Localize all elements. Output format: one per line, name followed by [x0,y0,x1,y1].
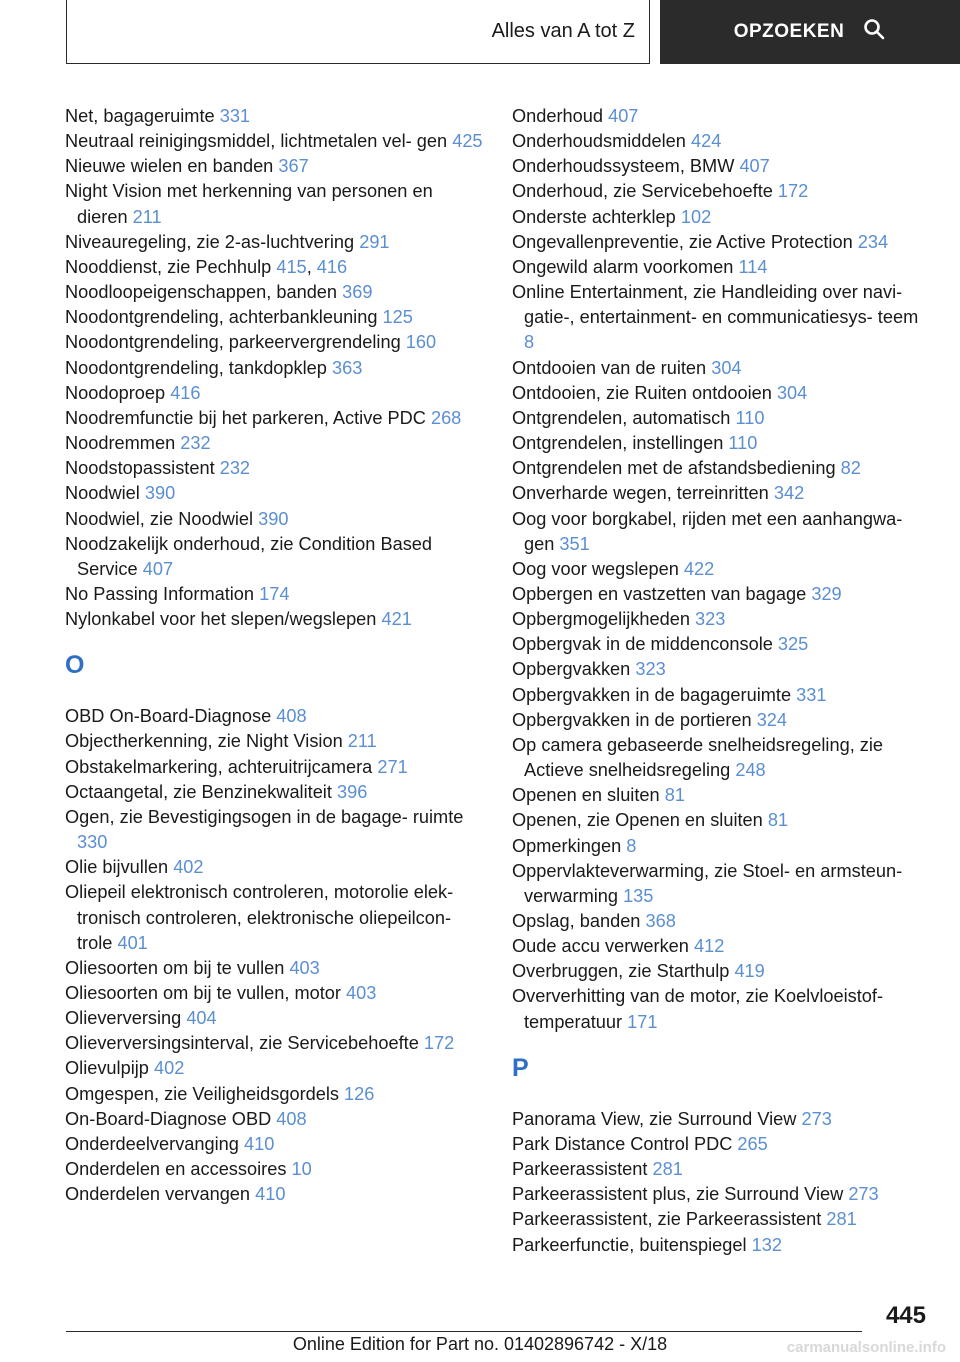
index-entry-text: Oog voor borgkabel, rijden met een aanhangwa- gen [512,508,903,554]
section-tab[interactable] [66,0,650,64]
index-entry [512,683,932,708]
index-entry-text: Olie bijvullen [65,857,169,878]
page-link[interactable]: 410 [255,1184,286,1205]
index-entry [512,632,932,657]
index-entry [512,934,932,959]
index-entry-text: Opmerkingen [512,835,622,856]
index-entry-text: Overbruggen, zie Starthulp [512,961,730,982]
index-entry-text: Opbergvakken in de portieren [512,709,752,730]
index-entry-text: Parkeerassistent, zie Parkeerassistent [512,1209,822,1230]
index-entry-text: Olieverversingsinterval, zie Servicebehoefte [65,1033,419,1054]
index-entry [65,481,485,506]
index-entry [65,1157,485,1182]
index-entry [65,381,485,406]
page-link[interactable]: 421 [381,609,412,630]
index-column-right [512,104,932,1258]
page-link[interactable]: 323 [635,659,666,680]
page-link[interactable]: 281 [652,1159,683,1180]
index-entry-text: Ontdooien, zie Ruiten ontdooien [512,382,772,403]
index-entry [65,356,485,381]
page-link[interactable]: 160 [405,332,437,353]
page-link[interactable]: 132 [751,1234,782,1255]
page-link[interactable]: 174 [259,583,290,604]
page-link[interactable]: 424 [690,131,722,152]
page-link[interactable]: 331 [796,684,827,705]
index-entry [65,230,485,255]
index-entry [512,834,932,859]
index-entry-text: Ontgrendelen met de afstandsbediening [512,458,836,479]
page-link[interactable]: 323 [695,609,726,630]
index-entry-text: Ongevallenpreventie, zie Active Protection [512,231,853,252]
index-entry-text: Onderdelen en accessoires [65,1159,287,1180]
index-entry-text: Noodoproep [65,382,166,403]
index-entry-text: Op camera gebaseerde snelheidsregeling, zie Actieve snelheidsregeling [512,734,884,781]
page-link[interactable]: 268 [430,407,462,428]
index-entry-text: Onverharde wegen, terreinritten [512,483,769,504]
index-entry [512,481,932,506]
index-entry-text: Openen en sluiten [512,785,660,806]
page-link[interactable]: 325 [777,634,809,655]
page-link[interactable]: 407 [739,156,770,177]
index-entry-text: Online Entertainment, zie Handleiding over navi- gatie-, entertainment- en communicatiesys- teem [512,282,919,328]
index-entry-text: Noodontgrendeling, achterbankleuning [65,307,378,328]
page-link[interactable]: 304 [776,382,808,403]
index-entry [512,984,932,1034]
page-link[interactable]: 324 [756,709,788,730]
page-link[interactable]: 419 [734,961,765,982]
index-entry-text: OBD On-Board-Diagnose [65,706,272,727]
index-entry [512,859,932,909]
page-link[interactable]: 211 [132,206,162,227]
index-entry-text: Parkeerassistent plus, zie Surround View [512,1184,844,1205]
index-entry [512,783,932,808]
page-link[interactable]: 273 [848,1184,879,1205]
index-entry-text: Oog voor wegslepen [512,558,679,579]
index-entry [512,1132,932,1157]
index-entry-text: Onderdelen vervangen [65,1184,251,1205]
index-entry-text: Onderdeelvervanging [65,1133,239,1154]
footer-divider [66,1331,862,1332]
index-entry [65,729,485,754]
page-link[interactable]: 415 [276,256,307,277]
page-link[interactable]: 135 [623,885,654,906]
index-entry-text: Night Vision met herkenning van personen en dieren [65,181,433,227]
page-link[interactable]: 172 [423,1033,455,1054]
page-link[interactable]: 403 [289,957,320,978]
page-link[interactable]: 271 [377,756,408,777]
index-entry [65,305,485,330]
index-entry [65,805,485,855]
search-button[interactable] [660,0,960,64]
page-link[interactable]: 425 [452,131,483,152]
index-entry [65,880,485,955]
index-entry-text: Openen, zie Openen en sluiten [512,810,763,831]
index-entry [512,1233,932,1258]
index-entry [65,255,485,280]
index-entry-text: Opbergvakken [512,659,631,680]
index-entry-text: Opbergvakken in de bagageruimte [512,684,792,705]
index-entry [512,154,932,179]
index-entry-text: Obstakelmarkering, achteruitrijcamera [65,756,373,777]
index-entry [65,330,485,355]
index-entry-text: Octaangetal, zie Benzinekwaliteit [65,781,332,802]
index-entry-text: Noodstopassistent [65,458,215,479]
index-entry [512,431,932,456]
page-link[interactable]: 367 [278,156,309,177]
page-separator: , [306,256,317,277]
page-number: 445 [885,1302,926,1329]
index-entry-text: Ontdooien van de ruiten [512,357,707,378]
page-link[interactable]: 331 [219,106,251,126]
index-entry [65,104,485,129]
index-entry [512,507,932,557]
page-link[interactable]: 102 [680,206,712,227]
index-entry-text: Opbergmogelijkheden [512,609,690,630]
index-entry [65,456,485,481]
page-link[interactable]: 408 [276,706,307,727]
index-entry [512,708,932,733]
page-link[interactable]: 211 [347,731,377,752]
index-entry [512,356,932,381]
index-entry-text: Noodremmen [65,433,176,454]
index-entry-text: Oliesoorten om bij te vullen, motor [65,983,341,1003]
index-entry-text: Net, bagageruimte [65,106,215,126]
page-link[interactable]: 8 [524,332,535,353]
index-entry [65,154,485,179]
index-entry-text: Ogen, zie Bevestigingsogen in de bagage- ruimte [65,806,464,827]
index-entry [65,704,485,729]
page-link[interactable]: 265 [737,1133,768,1154]
index-entry-text: Onderhoudssysteem, BMW [512,156,735,177]
index-entry [65,855,485,880]
index-entry-text: Onderste achterklep [512,206,676,227]
index-entry [512,557,932,582]
index-entry-text: Noodontgrendeling, tankdopklep [65,357,327,378]
page-link[interactable]: 248 [735,760,766,781]
index-entry [512,1157,932,1182]
index-entry [512,607,932,632]
index-entry-text: Onderhoud, zie Servicebehoefte [512,181,773,202]
page-link[interactable]: 8 [626,835,637,856]
index-entry-text: Olieverversing [65,1008,182,1029]
page-link[interactable]: 407 [142,558,174,579]
index-entry-text: Opbergen en vastzetten van bagage [512,583,807,604]
page-link[interactable]: 416 [170,382,201,403]
page-link[interactable]: 330 [77,832,108,853]
page-link[interactable]: 390 [144,483,176,504]
watermark: carmanualsonline.info [786,1339,946,1356]
index-entry-text: On-Board-Diagnose OBD [65,1108,272,1129]
index-entry-text: Oliepeil elektronisch controleren, motorolie elek- tronisch controleren, elektronische oliepeilcon- trole [65,882,454,953]
index-entry [65,607,485,632]
index-entry [512,1107,932,1132]
page-link[interactable]: 81 [767,810,789,831]
page-link[interactable]: 408 [276,1108,307,1129]
index-entry-text: Ontgrendelen, automatisch [512,407,731,428]
index-entry [65,582,485,607]
index-entry [512,255,932,280]
index-entry [512,456,932,481]
page-link[interactable]: 172 [777,181,809,202]
index-entry-text: Park Distance Control PDC [512,1133,733,1154]
index-entry [512,205,932,230]
index-entry-text: Neutraal reinigingsmiddel, lichtmetalen vel- gen [65,131,448,152]
index-entry [65,129,485,154]
search-button-label: OPZOEKEN [733,21,845,42]
index-entry-text: Noodontgrendeling, parkeervergrendeling [65,332,401,353]
index-entry [512,909,932,934]
page-link[interactable]: 329 [811,583,842,604]
magnifier-icon [862,17,886,47]
index-entry-text: Noodzakelijk onderhoud, zie Condition Based Service [65,533,433,579]
page-link[interactable]: 412 [693,936,725,957]
page-link[interactable]: 407 [608,106,639,126]
index-letter-heading: P [512,1053,529,1082]
index-entry [65,179,485,229]
index-entry-text: Onderhoudsmiddelen [512,131,686,152]
page-link[interactable]: 410 [243,1133,275,1154]
index-entry [65,280,485,305]
index-entry-text: Objectherkenning, zie Night Vision [65,731,343,752]
index-entry-text: Oliesoorten om bij te vullen [65,957,285,978]
page-link[interactable]: 110 [728,433,758,454]
index-entry [512,1207,932,1232]
index-entry [65,1182,485,1207]
page-link[interactable]: 281 [826,1209,857,1230]
index-entry-text: Opbergvak in de middenconsole [512,634,773,655]
index-entry-text: Onderhoud [512,106,604,126]
page-link[interactable]: 291 [359,231,390,252]
index-entry-text: Ongewild alarm voorkomen [512,256,734,277]
page-link[interactable]: 402 [153,1058,185,1079]
page-link[interactable]: 304 [711,357,742,378]
page-link[interactable]: 401 [117,932,148,953]
page-link[interactable]: 342 [773,483,805,504]
index-entry [65,532,485,582]
index-entry [512,179,932,204]
page-link[interactable]: 396 [336,781,368,802]
index-entry-text: Olievulpijp [65,1058,149,1079]
page-link[interactable]: 403 [346,983,377,1003]
index-entry-text: Niveauregeling, zie 2-as-luchtvering [65,231,355,252]
index-entry [65,431,485,456]
page-link[interactable]: 232 [180,433,211,454]
index-entry-text: Oude accu verwerken [512,936,689,957]
index-entry [65,956,485,981]
page-link[interactable]: 82 [840,458,861,479]
page-link[interactable]: 125 [382,307,413,328]
page-header [66,0,960,64]
page-link[interactable]: 351 [559,533,590,554]
page-link[interactable]: 232 [219,458,251,479]
index-entry [65,406,485,431]
page-link[interactable]: 273 [801,1108,832,1129]
section-tab-label: Alles van A tot Z [491,20,635,42]
index-entry [65,1006,485,1031]
index-entry [512,959,932,984]
index-entry-text: Nooddienst, zie Pechhulp [65,256,272,277]
page-link[interactable]: 110 [735,407,765,428]
index-entry [512,657,932,682]
index-entry [512,280,932,355]
index-entry [512,406,932,431]
index-entry [65,1056,485,1081]
index-entry-text: Nieuwe wielen en banden [65,156,274,177]
index-entry-text: No Passing Information [65,583,255,604]
index-letter-heading: O [65,651,85,680]
index-entry [65,780,485,805]
index-entry [65,1031,485,1056]
index-entry-text: Ontgrendelen, instellingen [512,433,724,454]
page-link[interactable]: 10 [291,1159,312,1180]
index-entry-text: Omgespen, zie Veiligheidsgordels [65,1083,339,1104]
index-entry-text: Parkeerassistent [512,1159,648,1180]
page-link[interactable]: 368 [645,911,676,931]
index-entry-text: Noodwiel, zie Noodwiel [65,508,254,529]
index-entry [65,755,485,780]
page-link[interactable]: 422 [683,558,715,579]
index-entry-text: Nylonkabel voor het slepen/wegslepen [65,609,377,630]
page-link[interactable]: 402 [173,857,204,878]
footer-edition: Online Edition for Part no. 01402896742 - X/18 [292,1334,668,1354]
index-entry [65,507,485,532]
page-link[interactable]: 114 [738,256,768,277]
index-entry-text: Parkeerfunctie, buitenspiegel [512,1234,747,1255]
index-entry [512,1182,932,1207]
index-entry [65,1107,485,1132]
page-link[interactable]: 126 [344,1083,375,1104]
page-link[interactable]: 390 [258,508,289,529]
page-link[interactable]: 363 [331,357,363,378]
index-entry-text: Noodwiel [65,483,140,504]
index-entry-text: Noodremfunctie bij het parkeren, Active PDC [65,407,426,428]
index-entry-text: Opslag, banden [512,911,641,931]
page-link[interactable]: 171 [627,1011,658,1032]
index-entry [512,582,932,607]
index-entry [65,981,485,1006]
index-entry [65,1132,485,1157]
index-entry [512,733,932,783]
page-link[interactable]: 234 [857,231,889,252]
index-entry [512,104,932,129]
index-entry [512,129,932,154]
page-link[interactable]: 404 [186,1008,217,1029]
page-link[interactable]: 416 [316,256,348,277]
index-entry-text: Oppervlakteverwarming, zie Stoel- en armsteun- verwarming [512,860,903,906]
index-entry-text: Oververhitting van de motor, zie Koelvloeistof- temperatuur [512,986,883,1032]
page-link[interactable]: 369 [342,282,373,303]
page-link[interactable]: 81 [664,785,685,806]
index-entry [65,1082,485,1107]
index-column-left [65,104,485,1207]
index-entry [512,381,932,406]
index-entry-text: Panorama View, zie Surround View [512,1108,797,1129]
index-entry-text: Noodloopeigenschappen, banden [65,282,338,303]
index-entry [512,230,932,255]
index-entry [512,808,932,833]
